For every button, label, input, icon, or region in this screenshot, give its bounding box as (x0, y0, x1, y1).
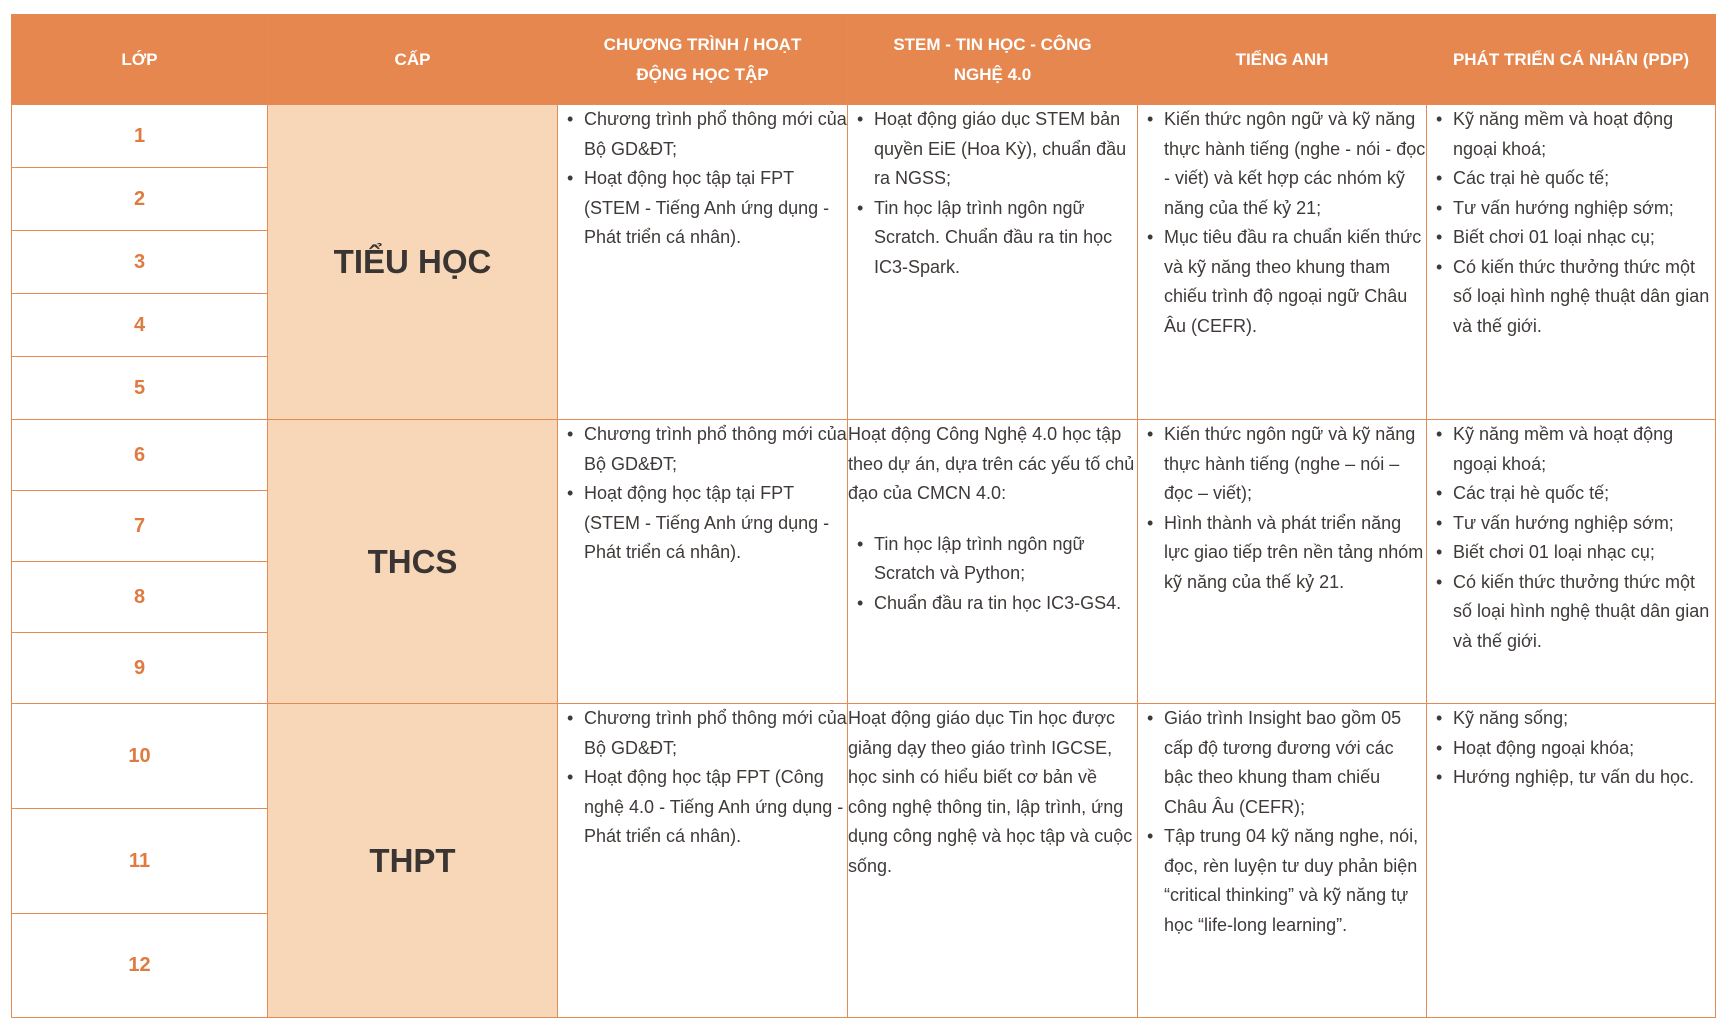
list-item: • Các trại hè quốc tế; (1427, 479, 1715, 509)
list-item: • Các trại hè quốc tế; (1427, 164, 1715, 194)
grade-cell: 7 (12, 491, 268, 562)
level-tieu-hoc: TIỂU HỌC (268, 105, 558, 420)
header-pdp: PHÁT TRIỂN CÁ NHÂN (PDP) (1427, 15, 1716, 105)
table-row (12, 704, 1716, 809)
list-item: • Giáo trình Insight bao gồm 05 cấp độ tương đương với các bậc theo khung tham chiếu Châu Âu (CEFR); (1138, 704, 1426, 822)
table-row (12, 420, 1716, 491)
grade-cell: 6 (12, 420, 268, 491)
chuong-trinh-cell (558, 105, 848, 420)
list-item: • Hoạt động giáo dục STEM bản quyền EiE (Hoa Kỳ), chuẩn đầu ra NGSS; (848, 105, 1137, 194)
tieng-anh-cell (1138, 704, 1427, 1018)
chuong-trinh-cell (558, 420, 848, 704)
stem-intro: Hoạt động giáo dục Tin học được giảng dạy theo giáo trình IGCSE, học sinh có hiểu biết cơ bản về công nghệ thông tin, lập trình, ứng dụng công nghệ và học tập và cuộc sống. (848, 708, 1133, 876)
grade-cell: 8 (12, 562, 268, 633)
grade-cell: 10 (12, 704, 268, 809)
list-item: • Chương trình phổ thông mới của Bộ GD&ĐT; (558, 105, 847, 164)
chuong-trinh-cell (558, 704, 848, 1018)
list-item: • Hoạt động học tập FPT (Công nghệ 4.0 - Tiếng Anh ứng dụng - Phát triển cá nhân). (558, 763, 847, 852)
pdp-cell (1427, 704, 1716, 1018)
list-item: • Chuẩn đầu ra tin học IC3-GS4. (848, 589, 1137, 619)
list-item: • Có kiến thức thưởng thức một số loại hình nghệ thuật dân gian và thế giới. (1427, 568, 1715, 657)
table-row (12, 105, 1716, 168)
header-chuong-trinh: CHƯƠNG TRÌNH / HOẠT ĐỘNG HỌC TẬP (558, 15, 848, 105)
list-item: • Tin học lập trình ngôn ngữ Scratch và Python; (848, 530, 1137, 589)
stem-intro: Hoạt động Công Nghệ 4.0 học tập theo dự án, dựa trên các yếu tố chủ đạo của CMCN 4.0: (848, 424, 1135, 503)
list-item: • Kỹ năng sống; (1427, 704, 1715, 734)
grade-cell: 3 (12, 231, 268, 294)
stem-cell (848, 420, 1138, 704)
list-item: • Tư vấn hướng nghiệp sớm; (1427, 509, 1715, 539)
level-thcs: THCS (268, 420, 558, 704)
grade-cell: 4 (12, 294, 268, 357)
header-tieng-anh: TIẾNG ANH (1138, 15, 1427, 105)
stem-cell (848, 105, 1138, 420)
header-cap: CẤP (268, 15, 558, 105)
grade-cell: 5 (12, 357, 268, 420)
pdp-cell (1427, 105, 1716, 420)
list-item: • Hình thành và phát triển năng lực giao tiếp trên nền tảng nhóm kỹ năng của thế kỷ 21. (1138, 509, 1426, 598)
list-item: • Hoạt động học tập tại FPT (STEM - Tiếng Anh ứng dụng - Phát triển cá nhân). (558, 164, 847, 253)
list-item: • Tin học lập trình ngôn ngữ Scratch. Chuẩn đầu ra tin học IC3-Spark. (848, 194, 1137, 283)
grade-cell: 1 (12, 105, 268, 168)
list-item: • Hoạt động học tập tại FPT (STEM - Tiếng Anh ứng dụng - Phát triển cá nhân). (558, 479, 847, 568)
list-item: • Kiến thức ngôn ngữ và kỹ năng thực hành tiếng (nghe - nói - đọc - viết) và kết hợp các nhóm kỹ năng của thế kỷ 21; (1138, 105, 1426, 223)
curriculum-table (11, 14, 1716, 1018)
header-lop: LỚP (12, 15, 268, 105)
header-stem: STEM - TIN HỌC - CÔNG NGHỆ 4.0 (848, 15, 1138, 105)
grade-cell: 12 (12, 914, 268, 1018)
stem-cell (848, 704, 1138, 1018)
header-row (12, 15, 1716, 105)
list-item: • Có kiến thức thưởng thức một số loại hình nghệ thuật dân gian và thế giới. (1427, 253, 1715, 342)
list-item: • Kỹ năng mềm và hoạt động ngoại khoá; (1427, 420, 1715, 479)
list-item: • Tập trung 04 kỹ năng nghe, nói, đọc, rèn luyện tư duy phản biện “critical thinking” và kỹ năng tự học “life-long learning”. (1138, 822, 1426, 940)
list-item: • Kiến thức ngôn ngữ và kỹ năng thực hành tiếng (nghe – nói – đọc – viết); (1138, 420, 1426, 509)
list-item: • Tư vấn hướng nghiệp sớm; (1427, 194, 1715, 224)
pdp-cell (1427, 420, 1716, 704)
list-item: • Biết chơi 01 loại nhạc cụ; (1427, 223, 1715, 253)
tieng-anh-cell (1138, 105, 1427, 420)
list-item: • Hoạt động ngoại khóa; (1427, 734, 1715, 764)
grade-cell: 9 (12, 633, 268, 704)
list-item: • Biết chơi 01 loại nhạc cụ; (1427, 538, 1715, 568)
grade-cell: 11 (12, 809, 268, 914)
list-item: • Kỹ năng mềm và hoạt động ngoại khoá; (1427, 105, 1715, 164)
list-item: • Chương trình phổ thông mới của Bộ GD&ĐT; (558, 704, 847, 763)
grade-cell: 2 (12, 168, 268, 231)
level-thpt: THPT (268, 704, 558, 1018)
tieng-anh-cell (1138, 420, 1427, 704)
list-item: • Chương trình phổ thông mới của Bộ GD&ĐT; (558, 420, 847, 479)
list-item: • Mục tiêu đầu ra chuẩn kiến thức và kỹ năng theo khung tham chiếu trình độ ngoại ngữ Châu Âu (CEFR). (1138, 223, 1426, 341)
list-item: • Hướng nghiệp, tư vấn du học. (1427, 763, 1715, 793)
